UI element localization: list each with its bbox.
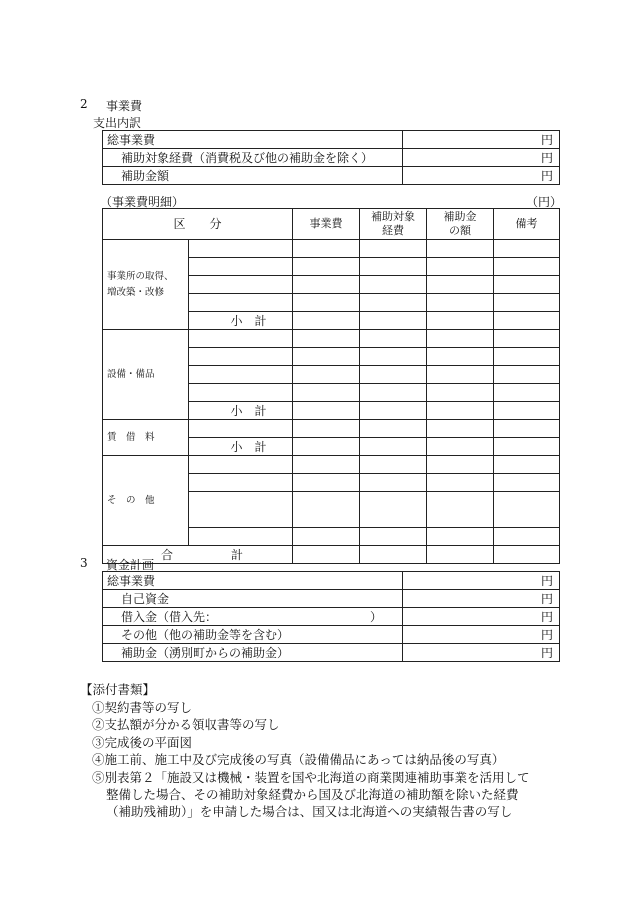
table-row <box>103 572 560 590</box>
header-eligible-line2: 経費 <box>382 224 405 237</box>
total-row <box>103 546 560 564</box>
table-header-row <box>103 209 560 240</box>
table-row <box>103 167 560 185</box>
table-row <box>103 590 560 608</box>
funding-label: 自己資金 <box>103 590 403 608</box>
group-other: そ の 他 <box>103 456 189 546</box>
detail-title: （事業費明細） <box>100 195 185 209</box>
expense-summary-table <box>102 130 560 185</box>
attachment-item: ②支払額が分かる領収書等の写し <box>92 717 280 732</box>
subtotal-label: 小 計 <box>189 438 293 456</box>
table-row <box>103 420 560 438</box>
table-row <box>103 131 560 149</box>
funding-unit: 円 <box>403 608 560 626</box>
header-category: 区 分 <box>103 209 293 240</box>
summary-label: 補助金額 <box>103 167 403 185</box>
table-row <box>103 240 560 258</box>
group-equipment: 設備・備品 <box>103 330 189 420</box>
group-acquisition <box>103 240 189 330</box>
attachment-item: ⑤別表第２「施設又は機械・装置を国や北海道の商業関連補助事業を活用して <box>92 770 530 785</box>
expense-detail-table <box>102 208 560 564</box>
table-row <box>103 456 560 474</box>
total-label-1: 合 <box>161 547 174 562</box>
attachments-title: 【添付書類】 <box>80 682 156 697</box>
total-label-2: 計 <box>231 547 244 562</box>
funding-label-text: 借入金（借入先： <box>121 609 218 624</box>
table-row <box>103 626 560 644</box>
group-rent: 賃 借 料 <box>103 420 189 456</box>
header-remarks: 備考 <box>494 209 560 240</box>
attachment-item-continued: 整備した場合、その補助対象経費から国及び北海道の補助額を除いた経費 <box>106 787 519 802</box>
funding-label: 総事業費 <box>103 572 403 590</box>
header-cost: 事業費 <box>293 209 360 240</box>
funding-label: 補助金（湧別町からの補助金） <box>103 644 403 662</box>
group-acquisition-line1: 事業所の取得、 <box>107 271 174 283</box>
subtotal-label: 小 計 <box>189 312 293 330</box>
section2-subtitle: 支出内訳 <box>93 116 142 130</box>
summary-unit: 円 <box>403 149 560 167</box>
header-subsidy <box>427 209 494 240</box>
subtotal-label: 小 計 <box>189 402 293 420</box>
funding-plan-table <box>102 571 560 662</box>
detail-unit: （円） <box>526 195 563 209</box>
summary-label: 補助対象経費（消費税及び他の補助金を除く） <box>103 149 403 167</box>
funding-label <box>103 608 403 626</box>
funding-unit: 円 <box>403 626 560 644</box>
table-row <box>103 149 560 167</box>
funding-label: その他（他の補助金等を含む） <box>103 626 403 644</box>
attachment-item: ④施工前、施工中及び完成後の写真（設備備品にあっては納品後の写真） <box>92 752 505 767</box>
section2-title: 事業費 <box>106 99 143 113</box>
attachment-item: ①契約書等の写し <box>92 700 193 715</box>
attachment-item-continued: （補助残補助）」を申請した場合は、国又は北海道への実績報告書の写し <box>106 804 513 819</box>
section3-title: 資金計画 <box>106 558 155 572</box>
funding-label-close: ） <box>369 610 382 624</box>
header-subsidy-line2: の額 <box>449 224 472 237</box>
summary-unit: 円 <box>403 167 560 185</box>
summary-label: 総事業費 <box>103 131 403 149</box>
table-row <box>103 608 560 626</box>
header-eligible <box>360 209 427 240</box>
funding-unit: 円 <box>403 644 560 662</box>
summary-unit: 円 <box>403 131 560 149</box>
section3-number: 3 <box>80 556 88 570</box>
funding-unit: 円 <box>403 572 560 590</box>
attachment-item: ③完成後の平面図 <box>92 735 193 750</box>
table-row <box>103 644 560 662</box>
group-acquisition-line2: 増改築・改修 <box>107 286 165 298</box>
funding-unit: 円 <box>403 590 560 608</box>
header-subsidy-line1: 補助金 <box>443 210 477 224</box>
section2-number: 2 <box>80 97 88 111</box>
table-row <box>103 330 560 348</box>
header-eligible-line1: 補助対象 <box>371 210 416 224</box>
